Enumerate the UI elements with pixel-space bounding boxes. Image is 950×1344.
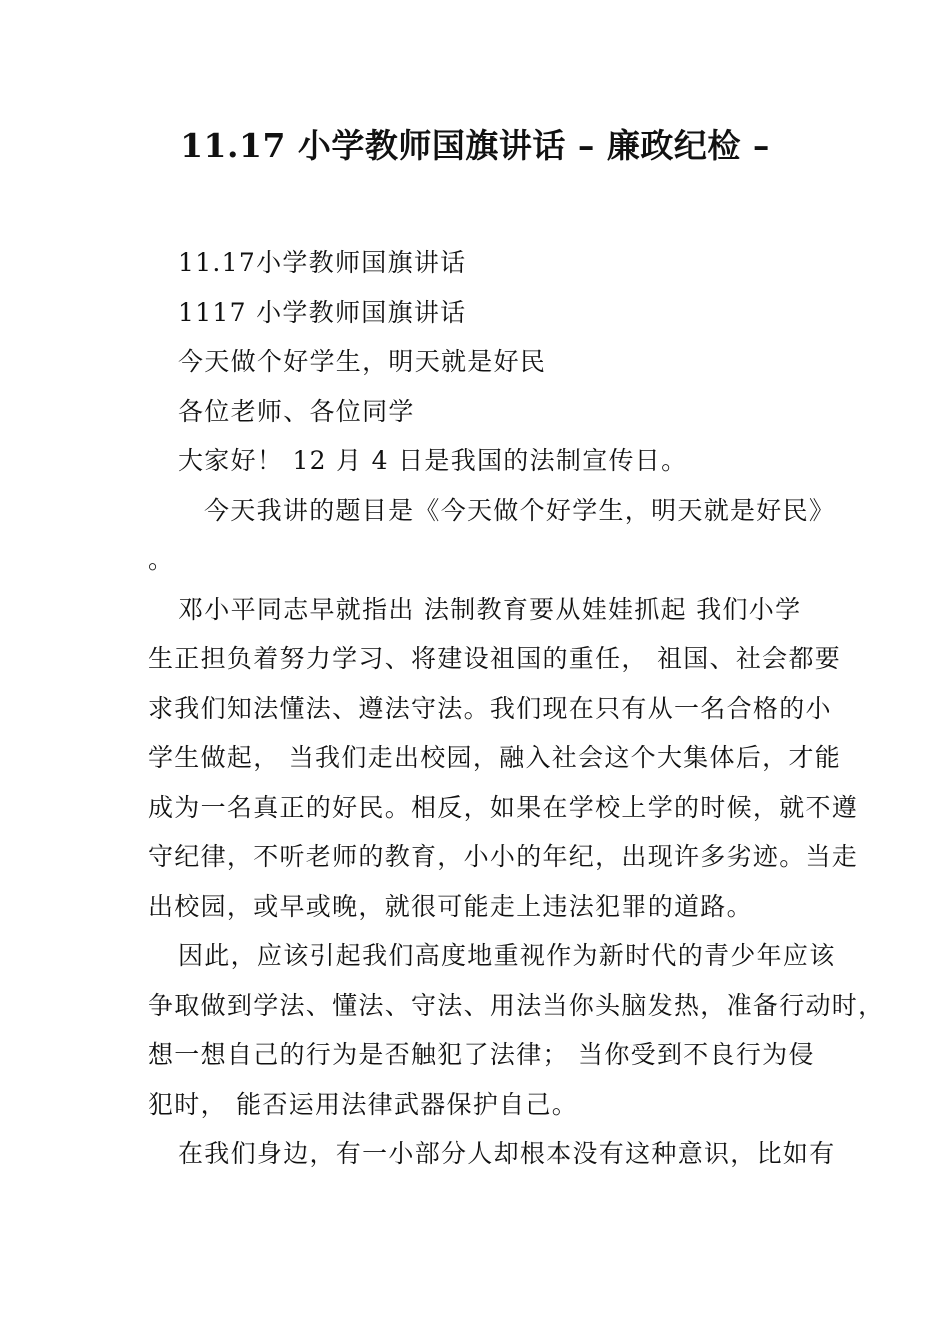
paragraph-line: 因此，应该引起我们高度地重视作为新时代的青少年应该 <box>178 941 836 970</box>
document-body <box>148 238 885 1179</box>
text-line: 1117 小学教师国旗讲话 <box>178 297 467 327</box>
paragraph-line: 守纪律，不听老师的教育，小小的年纪，出现许多劣迹。当走 <box>148 842 859 871</box>
paragraph-line: 出校园，或早或晚，就很可能走上违法犯罪的道路。 <box>148 891 753 921</box>
topic-line: 今天我讲的题目是《今天做个好学生，明天就是好民》 <box>204 495 836 525</box>
paragraph-line: 犯时， 能否运用法律武器保护自己。 <box>148 1089 579 1119</box>
topic-line-end: 。 <box>148 545 175 574</box>
paragraph-line: 求我们知法懂法、遵法守法。我们现在只有从一名合格的小 <box>148 693 832 723</box>
text-line: 11.17小学教师国旗讲话 <box>178 248 467 277</box>
paragraph <box>148 931 885 1129</box>
paragraph-line: 学生做起， 当我们走出校园，融入社会这个大集体后，才能 <box>148 743 842 772</box>
document-title: 11.17 小学教师国旗讲话 – 廉政纪检 – <box>180 126 770 165</box>
paragraph-line: 争取做到学法、懂法、守法、用法当你头脑发热，准备行动时， <box>148 990 885 1020</box>
paragraph-line: 想一想自己的行为是否触犯了法律； 当你受到不良行为侵 <box>148 1040 815 1069</box>
text-line: 各位老师、各位同学 <box>178 396 415 426</box>
paragraph <box>148 1129 836 1179</box>
text-line: 今天做个好学生，明天就是好民 <box>178 347 547 376</box>
paragraph-line: 成为一名真正的好民。相反，如果在学校上学的时候，就不遵 <box>148 792 859 822</box>
text-line: 大家好！ 12 月 4 日是我国的法制宣传日。 <box>178 446 688 475</box>
paragraph <box>148 585 859 932</box>
paragraph-line: 生正担负着努力学习、将建设祖国的重任， 祖国、社会都要 <box>148 644 842 673</box>
paragraph-line: 在我们身边，有一小部分人却根本没有这种意识，比如有 <box>178 1139 836 1168</box>
paragraph-line: 邓小平同志早就指出 法制教育要从娃娃抓起 我们小学 <box>178 594 802 624</box>
